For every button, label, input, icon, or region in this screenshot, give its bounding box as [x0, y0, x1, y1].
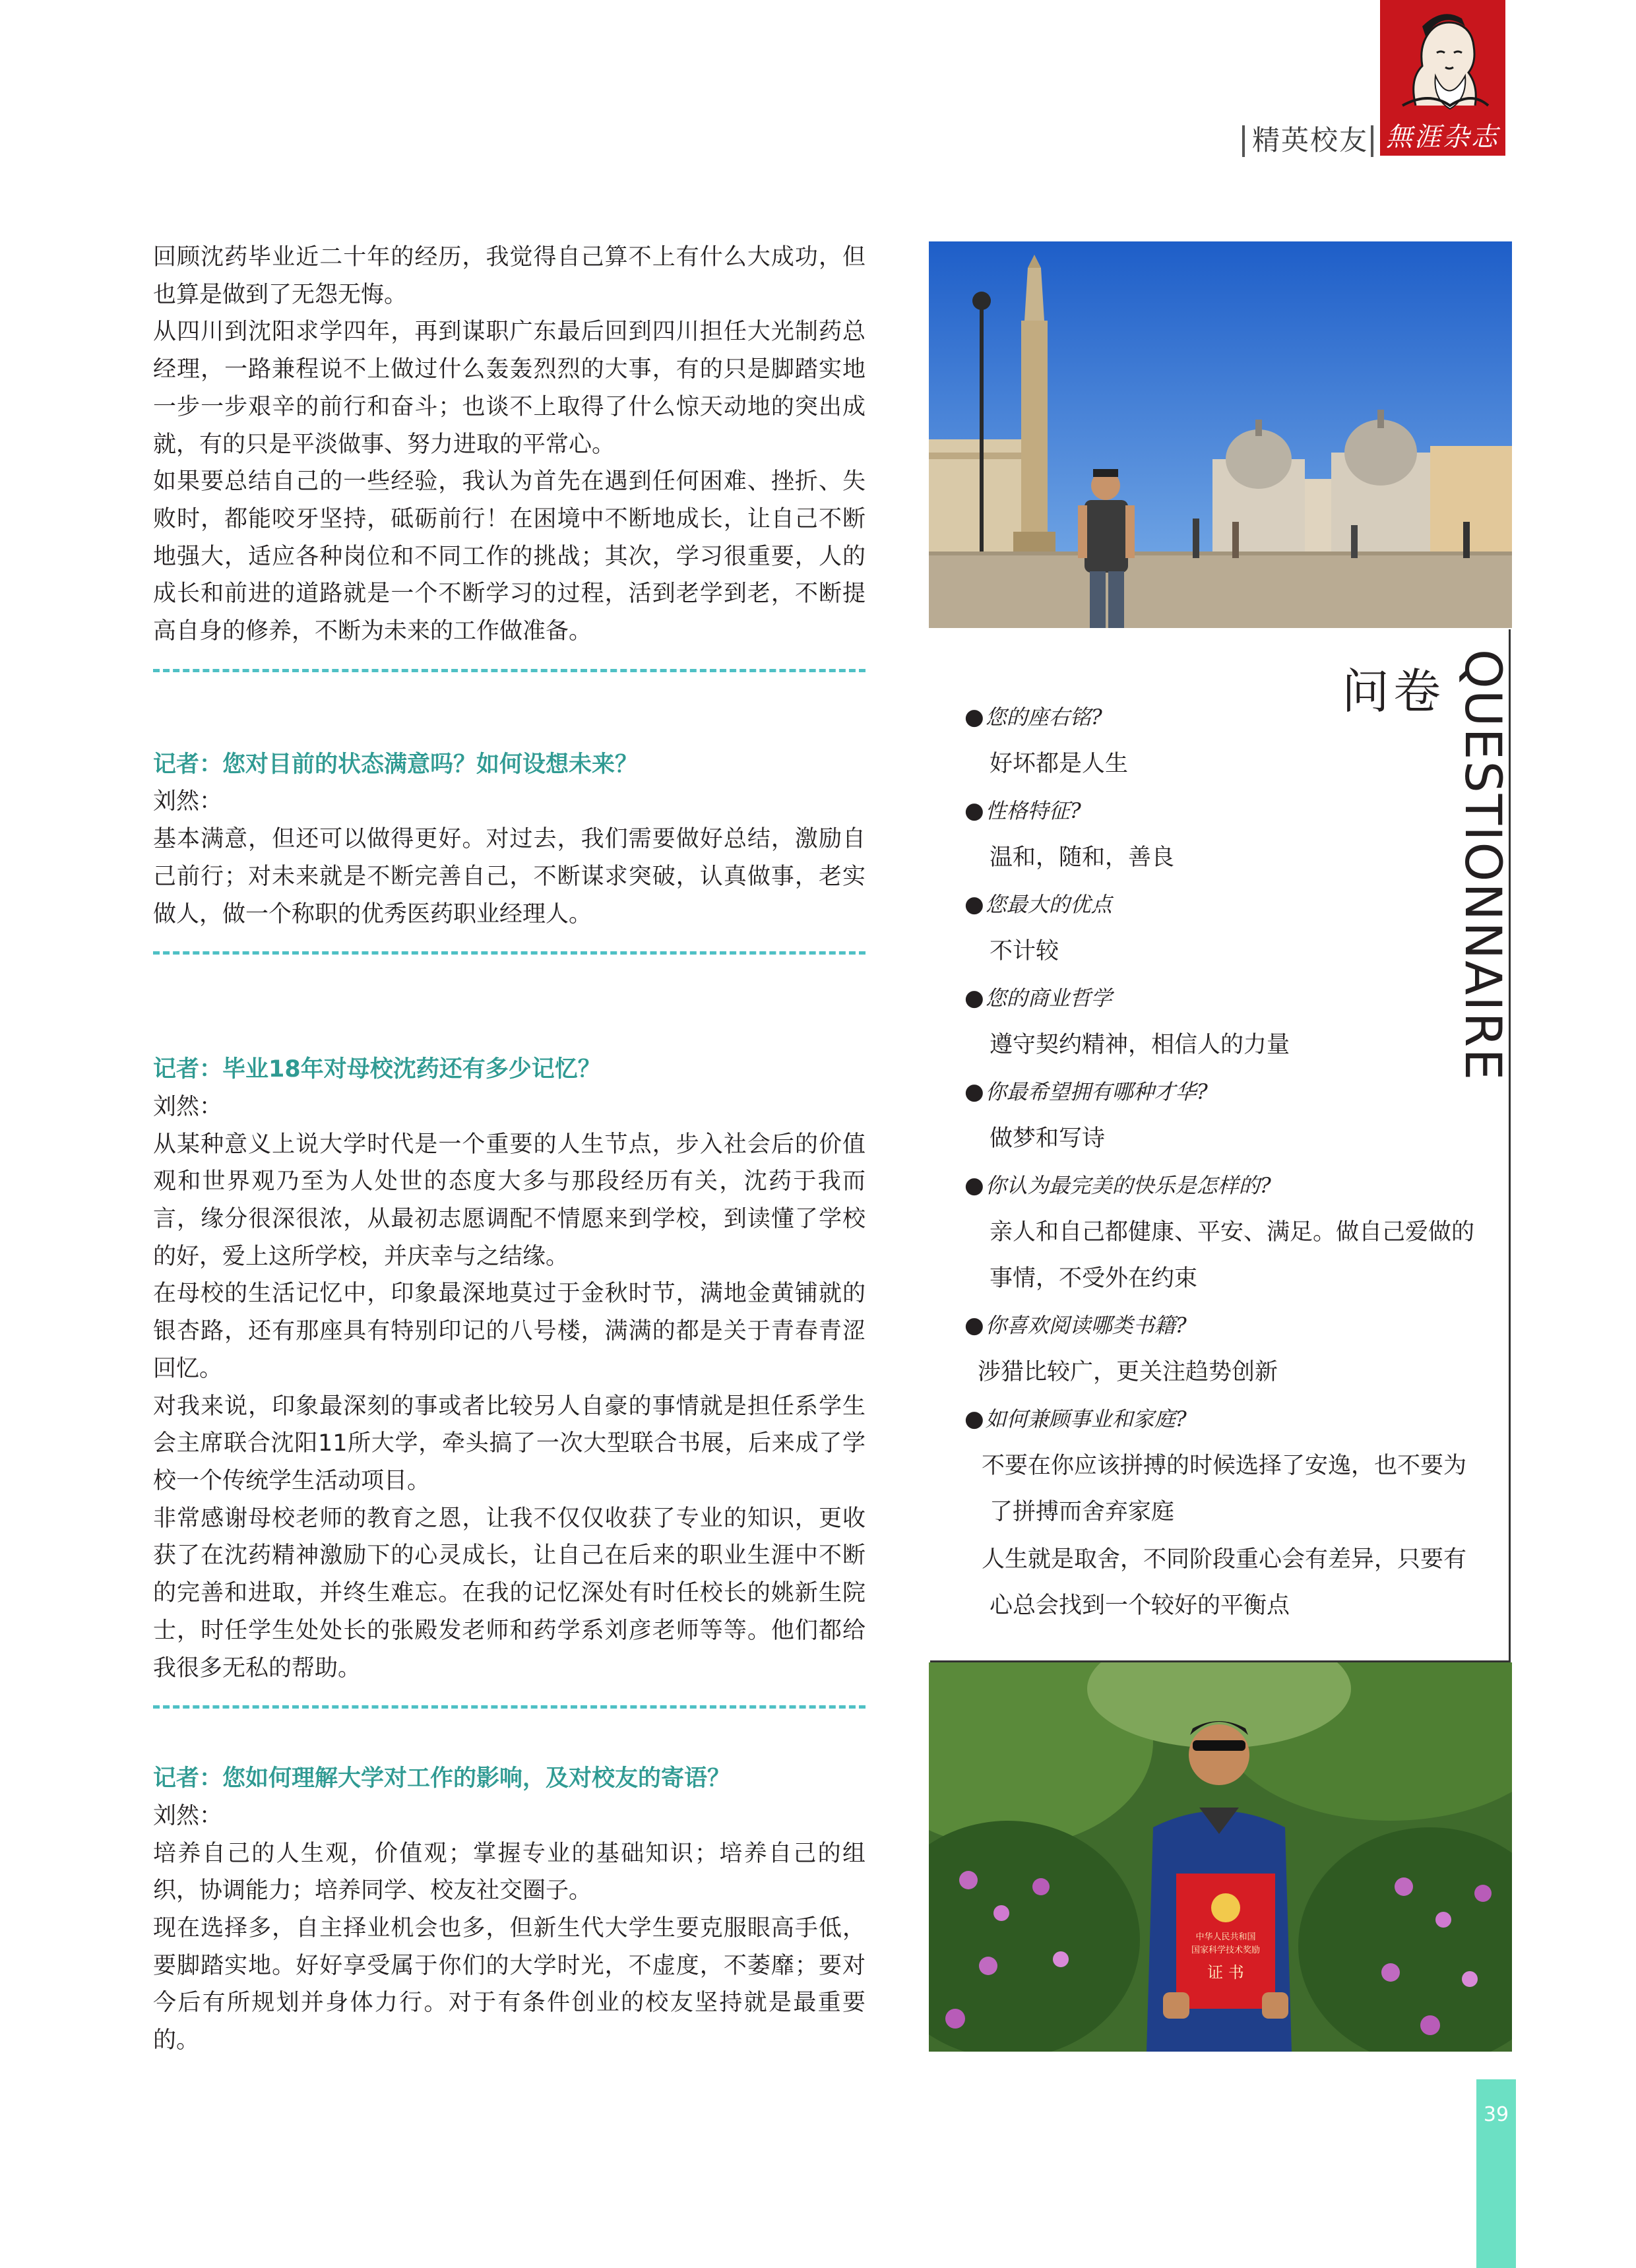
- dashed-divider: [153, 669, 865, 672]
- article-body: [153, 239, 865, 2060]
- certificate-line2: 国家科学技术奖励: [1191, 1945, 1261, 1955]
- intro-paragraph: 如果要总结自己的一些经验，我认为首先在遇到任何困难、挫折、失败时，都能咬牙坚持，砥砺前行！在困境中不断地成长，让自己不断地强大，适应各种岗位和不同工作的挑战；其次，学习很重要，人的成长和前进的道路就是一个不断学习的过程，活到老学到老，不断提高自身的修养，不断为未来的工作做准备。: [153, 468, 865, 645]
- question-text: 你喜欢阅读哪类书籍?: [985, 1313, 1187, 1338]
- header-separator: [1242, 125, 1245, 157]
- questionnaire-answer: 心总会找到一个较好的平衡点: [990, 1592, 1290, 1619]
- question-text: 性格特征?: [985, 798, 1081, 823]
- interview-question: 记者：您对目前的状态满意吗？如何设想未来？: [153, 751, 639, 778]
- bullet-icon: ●: [964, 891, 984, 918]
- intro-paragraph: 回顾沈药毕业近二十年的经历，我觉得自己算不上有什么大成功，但也算是做到了无怨无悔。: [153, 244, 865, 308]
- answer-paragraph: 在母校的生活记忆中，印象最深地莫过于金秋时节，满地金黄铺就的银杏路，还有那座具有特别印记的八号楼，满满的都是关于青春青涩回忆。: [153, 1280, 865, 1382]
- interview-question: 记者：您如何理解大学对工作的影响，及对校友的寄语？: [153, 1765, 731, 1792]
- question-text: 您最大的优点: [985, 892, 1112, 917]
- questionnaire-answer: 遵守契约精神，相信人的力量: [990, 1032, 1290, 1058]
- speaker-label: 刘然：: [153, 1093, 223, 1120]
- questionnaire-question: [964, 888, 1112, 918]
- answer-paragraph: 非常感谢母校老师的教育之恩，让我不仅仅收获了专业的知识，更收获了在沈药精神激励下的心灵成长，让自己在后来的职业生涯中不断的完善和进取，并终生难忘。在我的记忆深处有时任校长的姚新生院士，时任学生处处长的张殿发老师和药学系刘彦老师等等。他们都给我很多无私的帮助。: [153, 1505, 865, 1682]
- dashed-divider: [153, 951, 865, 955]
- question-text: 您的商业哲学: [985, 986, 1112, 1011]
- questionnaire-answer: 好坏都是人生: [990, 751, 1129, 777]
- question-text: 你最希望拥有哪种才华?: [985, 1079, 1208, 1104]
- scholar-portrait-icon: [1389, 7, 1496, 112]
- bullet-icon: ●: [964, 704, 984, 730]
- magazine-name: 無涯杂志: [1386, 122, 1499, 152]
- interview-question: 记者：毕业18年对母校沈药还有多少记忆？: [153, 1056, 601, 1083]
- travel-photo: [929, 241, 1512, 628]
- bullet-icon: ●: [964, 985, 984, 1011]
- answer-paragraph: 培养自己的人生观，价值观；掌握专业的基础知识；培养自己的组织，协调能力；培养同学、校友社交圈子。: [153, 1840, 865, 1905]
- answer-paragraph: 基本满意，但还可以做得更好。对过去，我们需要做好总结，激励自己前行；对未来就是不断完善自己，不断谋求突破，认真做事，老实做人，做一个称职的优秀医药职业经理人。: [153, 826, 865, 928]
- questionnaire-answer: 涉猎比较广，更关注趋势创新: [978, 1359, 1278, 1385]
- questionnaire-question: [964, 1169, 1271, 1199]
- answer-paragraph: 从某种意义上说大学时代是一个重要的人生节点，步入社会后的价值观和世界观乃至为人处世的态度大多与那段经历有关，沈药于我而言，缘分很深很浓，从最初志愿调配不情愿来到学校，到读懂了学校的好，爱上这所学校，并庆幸与之结缘。: [153, 1131, 865, 1270]
- certificate-line1: 中华人民共和国: [1195, 1932, 1256, 1942]
- page-number: 39: [1483, 2103, 1509, 2126]
- bullet-icon: ●: [964, 1172, 984, 1199]
- bullet-icon: ●: [964, 1406, 984, 1432]
- dashed-divider: [153, 1705, 865, 1709]
- intro-paragraph: 从四川到沈阳求学四年，再到谋职广东最后回到四川担任大光制药总经理，一路兼程说不上做过什么轰轰烈烈的大事，有的只是脚踏实地一步一步艰辛的前行和奋斗；也谈不上取得了什么惊天动地的突出成就，有的只是平淡做事、努力进取的平常心。: [153, 319, 865, 458]
- certificate-photo: [929, 1662, 1512, 2052]
- questionnaire-title-english: QUESTIONNAIRE: [1454, 649, 1513, 1082]
- questionnaire-question: [964, 1075, 1208, 1106]
- speaker-label: 刘然：: [153, 788, 223, 815]
- bullet-icon: ●: [964, 798, 984, 824]
- questionnaire-question: [964, 701, 1102, 731]
- questionnaire-title: 问卷: [1342, 664, 1445, 719]
- questionnaire-answer: 事情，不受外在约束: [990, 1265, 1198, 1292]
- questionnaire-answer: 不计较: [990, 938, 1059, 964]
- questionnaire-answer: 做梦和写诗: [990, 1125, 1106, 1152]
- questionnaire-answer: 不要在你应该拼搏的时候选择了安逸，也不要为: [982, 1453, 1467, 1479]
- questionnaire-question: [964, 794, 1081, 825]
- question-text: 你认为最完美的快乐是怎样的?: [985, 1173, 1271, 1198]
- bullet-icon: ●: [964, 1312, 984, 1339]
- speaker-label: 刘然：: [153, 1802, 223, 1829]
- questionnaire-answer: 亲人和自己都健康、平安、满足。做自己爱做的: [990, 1219, 1475, 1245]
- question-text: 您的座右铭?: [985, 705, 1102, 730]
- questionnaire-answer: 温和，随和，善良: [990, 844, 1175, 871]
- magazine-logo: [1380, 0, 1505, 156]
- questionnaire-answer: 人生就是取舍，不同阶段重心会有差异，只要有: [982, 1546, 1467, 1573]
- header-separator: [1371, 125, 1373, 157]
- certificate-title: 证 书: [1207, 1963, 1244, 1982]
- answer-paragraph: 对我来说，印象最深刻的事或者比较另人自豪的事情就是担任系学生会主席联合沈阳11所大学，牵头搞了一次大型联合书展，后来成了学校一个传统学生活动项目。: [153, 1393, 865, 1494]
- answer-paragraph: 现在选择多，自主择业机会也多，但新生代大学生要克服眼高手低，要脚踏实地。好好享受属于你们的大学时光，不虚度，不萎靡；要对今后有所规划并身体力行。对于有条件创业的校友坚持就是最重要的。: [153, 1915, 865, 2054]
- question-text: 如何兼顾事业和家庭?: [985, 1406, 1187, 1432]
- bullet-icon: ●: [964, 1079, 984, 1105]
- questionnaire-question: [964, 1402, 1187, 1433]
- questionnaire-question: [964, 982, 1112, 1012]
- questionnaire-answer: 了拼搏而舍弃家庭: [990, 1499, 1175, 1525]
- section-title: 精英校友: [1252, 124, 1369, 156]
- questionnaire-question: [964, 1309, 1187, 1339]
